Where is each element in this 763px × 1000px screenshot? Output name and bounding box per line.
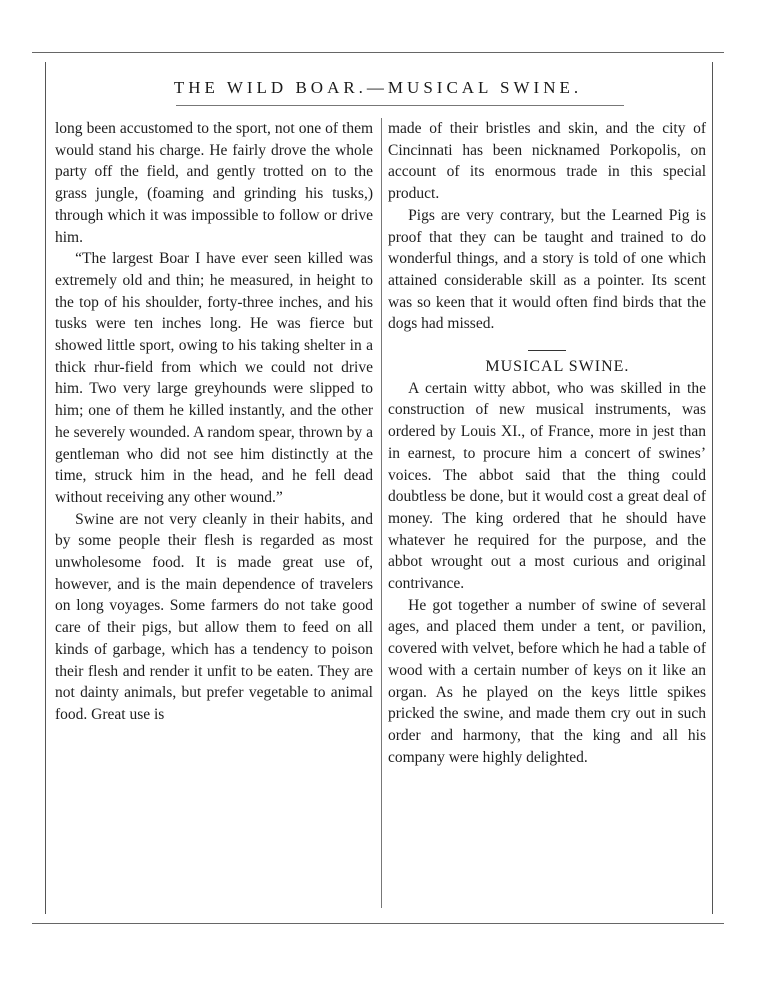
left-column — [55, 118, 373, 726]
paragraph: “The largest Boar I have ever seen killed was extremely old and thin; he measured, in height to the top of his shoulder, forty-three inches, and his tusks were ten inches long. He was fierce but showed little sport, owing to his taking shelter in a thick rhur-field from which we could not drive him. Two very large greyhounds were slipped to him; one of them he killed instantly, and the other he severely wounded. A random spear, thrown by a gentleman who did not see him distinctly at the time, struck him in the head, and he fell dead without receiving any other wound.” — [55, 250, 373, 506]
paragraph: A certain witty abbot, who was skilled in the construction of new musical instruments, was ordered by Louis XI., of France, more in jest than in earnest, to procure him a concert of swines’ voices. The abbot said that the thing could doubtless be done, but it would cost a great deal of money. The king ordered that he should have whatever he required for the purpose, and the abbot wrought out a most curious and original contrivance. — [388, 379, 706, 593]
right-column — [388, 118, 706, 768]
section-heading: MUSICAL SWINE. — [485, 358, 630, 376]
header-rule — [176, 105, 624, 106]
running-header: THE WILD BOAR.—MUSICAL SWINE. — [173, 78, 583, 97]
paragraph: long been accustomed to the sport, not one of them would stand his charge. He fairly drove the whole party off the field, and gently trotted on to the grass jungle, (foaming and grinding his tusks,) through which it was impossible to follow or drive him. — [55, 120, 373, 246]
paragraph: Swine are not very cleanly in their habits, and by some people their flesh is regarded as most unwholesome food. It is made great use of, however, and is the main dependence of travelers on long voyages. Some farmers do not take good care of their pigs, but allow them to feed on all kinds of garbage, which has a tendency to poison their flesh and render it unfit to be eaten. They are not dainty animals, but prefer vegetable to animal food. Great use is — [55, 510, 373, 723]
paragraph: Pigs are very contrary, but the Learned Pig is proof that they can be taught and trained to do wonderful things, and a story is told of one which attained considerable skill as a pointer. Its scent was so keen that it would often find birds that the dogs had missed. — [388, 206, 706, 333]
paragraph: He got together a number of swine of several ages, and placed them under a tent, or pavilion, covered with velvet, before which he had a table of wood with a certain number of keys on it like an organ. As he played on the keys little spikes pricked the swine, and made them cry out in such order and harmony, that the king and all his company were highly delighted. — [388, 596, 706, 766]
column-divider — [381, 118, 382, 908]
paragraph: made of their bristles and skin, and the city of Cincinnati has been nicknamed Porkopolis, on account of its enormous trade in this special product. — [388, 120, 706, 203]
section-rule — [528, 350, 566, 351]
